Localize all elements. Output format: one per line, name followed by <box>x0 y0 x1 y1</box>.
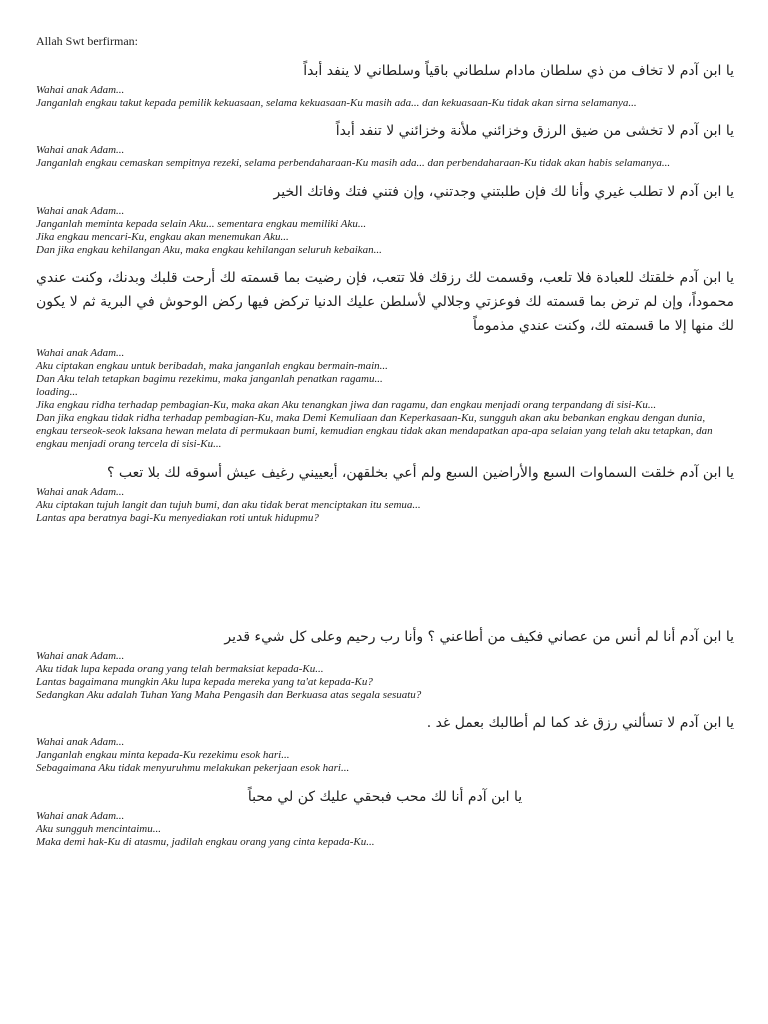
translation-line: Wahai anak Adam... <box>36 84 125 96</box>
translation-line: Lantas bagaimana mungkin Aku lupa kepada mereka yang ta'at kepada-Ku? <box>36 676 373 688</box>
hadith-section-6 <box>36 626 736 702</box>
arabic-text: يا ابن آدم لا تخشى من ضيق الرزق وخزائني ملأنة وخزائني لا تنفد أبداً <box>335 123 734 139</box>
translation-line: Wahai anak Adam... <box>36 205 125 217</box>
translation-line: Sebagaimana Aku tidak menyuruhmu melakukan pekerjaan esok hari... <box>36 762 350 774</box>
hadith-section-7 <box>36 712 736 775</box>
arabic-text: يا ابن آدم أنا لك محب فبحقي عليك كن لي محباً <box>247 789 523 805</box>
translation-line: Lantas apa beratnya bagi-Ku menyediakan roti untuk hidupmu? <box>36 512 319 524</box>
intro-line: Allah Swt berfirman: <box>36 34 138 48</box>
arabic-text: يا ابن آدم لا تخاف من ذي سلطان مادام سلطاني باقياً وسلطاني لا ينفد أبداً <box>303 63 734 79</box>
translation-line: Janganlah meminta kepada selain Aku... sementara engkau memiliki Aku... <box>36 218 367 230</box>
translation-line: Jika engkau ridha terhadap pembagian-Ku, maka akan Aku tenangkan jiwa dan ragamu, dan engkau menjadi orang terpandang di sisi-Ku... <box>36 399 657 411</box>
hadith-section-4 <box>36 266 736 451</box>
translation-line: Sedangkan Aku adalah Tuhan Yang Maha Pengasih dan Berkuasa atas segala sesuatu? <box>36 689 422 701</box>
hadith-section-8 <box>36 786 736 849</box>
loading-line: loading... <box>36 386 78 398</box>
arabic-text: يا ابن آدم لا تطلب غيري وأنا لك فإن طلبتني وجدتني، وإن فتني فتك وفاتك الخير <box>273 184 734 200</box>
arabic-text: يا ابن آدم لا تسألني رزق غد كما لم أطالبك بعمل غد . <box>426 715 734 731</box>
translation-line: Dan Aku telah tetapkan bagimu rezekimu, maka janganlah penatkan ragamu... <box>36 373 383 385</box>
translation-line: Wahai anak Adam... <box>36 347 125 359</box>
arabic-text: يا ابن آدم خلقت السماوات السبع والأراضين السبع ولم أعي بخلقهن، أيعييني رغيف عيش أسوقه لك بلا تعب ؟ <box>107 465 734 481</box>
translation-line: Aku ciptakan engkau untuk beribadah, maka janganlah engkau bermain-main... <box>36 360 388 372</box>
translation-line: Janganlah engkau minta kepada-Ku rezekimu esok hari... <box>36 749 290 761</box>
translation-line: Wahai anak Adam... <box>36 810 125 822</box>
hadith-section-3 <box>36 181 736 257</box>
translation-line: Maka demi hak-Ku di atasmu, jadilah engkau orang yang cinta kepada-Ku... <box>36 836 375 848</box>
arabic-text: يا ابن آدم أنا لم أنس من عصاني فكيف من أطاعني ؟ وأنا رب رحيم وعلى كل شيء قدير <box>224 629 734 645</box>
translation-line: Aku tidak lupa kepada orang yang telah bermaksiat kepada-Ku... <box>36 663 324 675</box>
hadith-section-2 <box>36 120 736 170</box>
translation-line: Aku sungguh mencintaimu... <box>36 823 161 835</box>
translation-line: Janganlah engkau cemaskan sempitnya rezeki, selama perbendaharaan-Ku masih ada... dan perbendaharaan-Ku tidak akan habis selamanya... <box>36 157 671 169</box>
translation-line: Dan jika engkau kehilangan Aku, maka engkau kehilangan seluruh kebaikan... <box>36 244 382 256</box>
translation-line: Wahai anak Adam... <box>36 736 125 748</box>
translation-line: Dan jika engkau tidak ridha terhadap pembagian-Ku, maka Demi Kemuliaan dan Keperkasaan-Ku, sungguh akan aku bebankan engkau dengan dunia, engkau terseok-seok laksana hewan melata di permukaan bumi, kemudian engkau tidak akan mendapatkan apa-apa selaian yang telah aku tetapkan, dan engkau menjadi orang tercela di sisi-Ku... <box>36 412 713 450</box>
hadith-section-5 <box>36 462 736 525</box>
translation-line: Wahai anak Adam... <box>36 144 125 156</box>
arabic-text: يا ابن آدم خلقتك للعبادة فلا تلعب، وقسمت لك رزقك فلا تتعب، فإن رضيت بما قسمته لك أرحت قلبك وبدنك، وكنت عندي محموداً، وإن لم ترض بما قسمته لك فوعزتي وجلالي لأسلطن عليك الدنيا تركض فيها ركض الوحوش في البرية ثم لا يكون لك منها إلا ما قسمته لك، وكنت عندي مذموماً <box>36 270 734 334</box>
translation-line: Aku ciptakan tujuh langit dan tujuh bumi, dan aku tidak berat menciptakan itu semua... <box>36 499 421 511</box>
translation-line: Wahai anak Adam... <box>36 486 125 498</box>
translation-line: Jika engkau mencari-Ku, engkau akan menemukan Aku... <box>36 231 289 243</box>
hadith-section-1 <box>36 60 736 110</box>
translation-line: Janganlah engkau takut kepada pemilik kekuasaan, selama kekuasaan-Ku masih ada... dan kekuasaan-Ku tidak akan sirna selamanya... <box>36 97 637 109</box>
translation-line: Wahai anak Adam... <box>36 650 125 662</box>
